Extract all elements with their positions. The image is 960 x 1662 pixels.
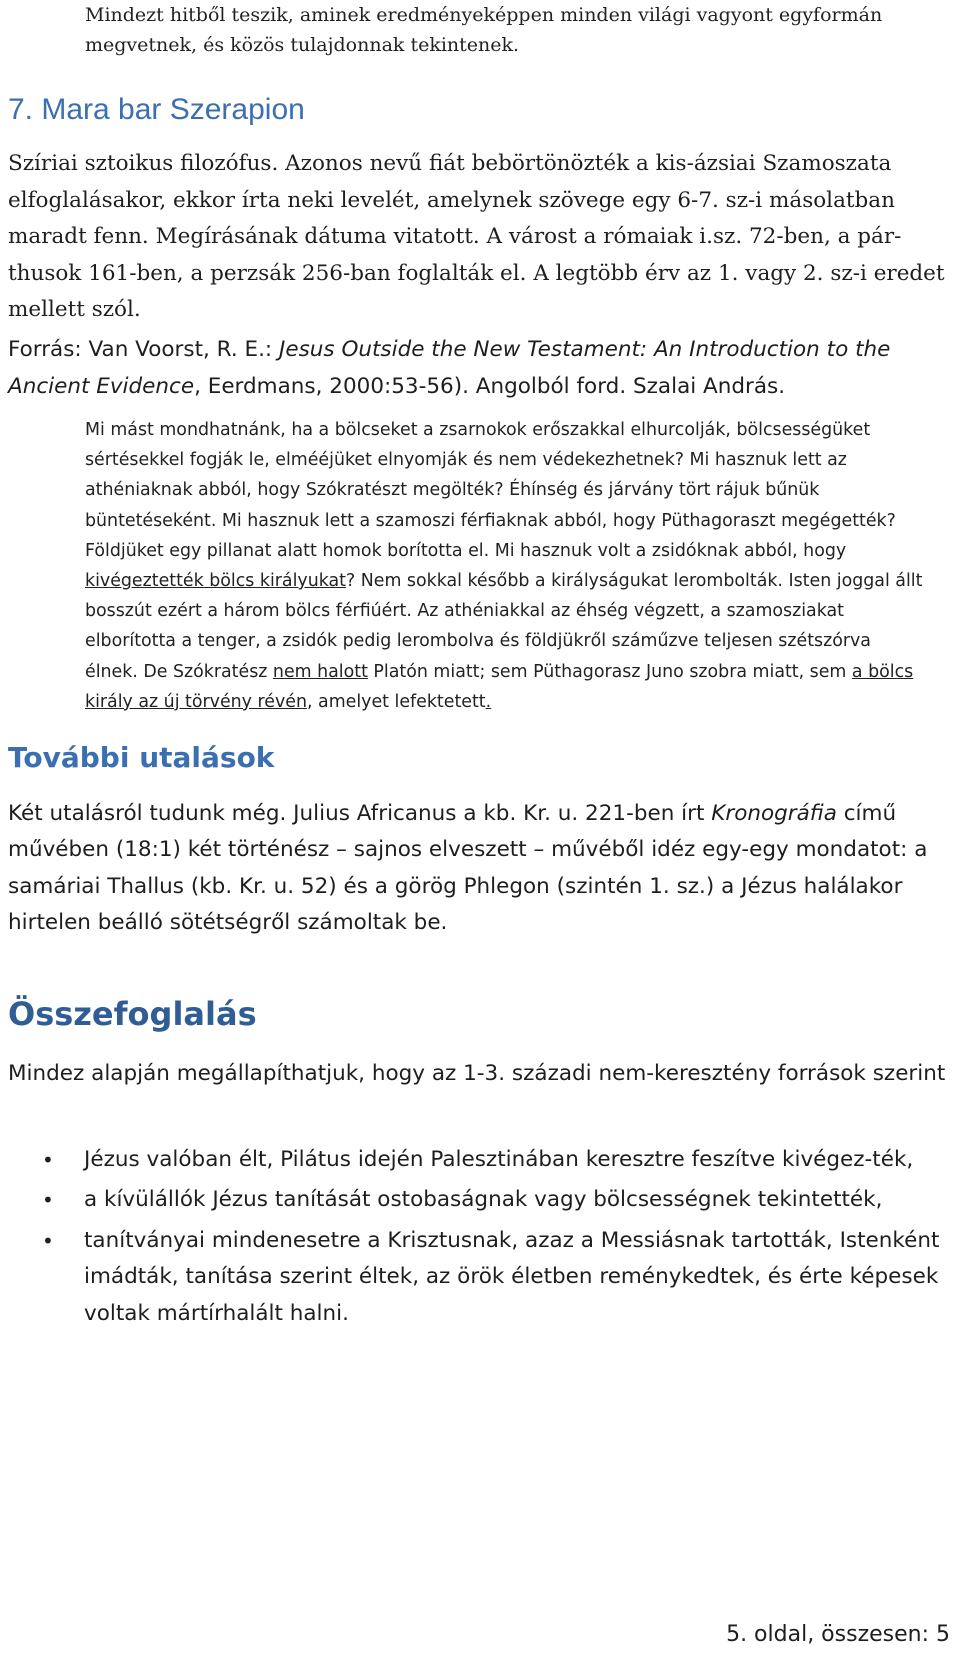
top-quote-line-2: megvetnek, és közös tulajdonnak tekintenek.: [85, 34, 520, 56]
quote-text-4: , amelyet lefektetett: [306, 691, 486, 712]
summary-list: [8, 1142, 948, 1336]
bullet-icon: •: [42, 1228, 54, 1253]
list-item-text: Jézus valóban élt, Pilátus idején Palesztinában keresztre feszítve kivégez-ték,: [84, 1147, 914, 1172]
page-number-footer: 5. oldal, összesen: 5: [726, 1622, 950, 1647]
source-title: Jesus Outside the New Testament: An Introduction to the Ancient Evidence: [8, 337, 891, 399]
source-suffix: , Eerdmans, 2000:53-56). Angolból ford. Szalai András.: [194, 373, 786, 399]
quote-text-2: ? Nem sokkal később a királyságukat lerombolták. Isten joggal állt bosszút ezért a három bölcs férfiúért. Az athéniakkal az éhség végzett, a szamosziakat elborította a tenger, a zsidók pedig lerombolva és földjükről száműzve teljesen szétszórva élnek. De Szókratész: [85, 571, 923, 682]
top-quote-line-1: Mindezt hitből teszik, aminek eredményeképpen minden világi vagyont egyformán: [85, 4, 883, 26]
quote-underline-3: a bölcs király az új törvény révén: [85, 661, 914, 712]
list-item: [8, 1142, 948, 1178]
quote-text-1: Mi mást mondhatnánk, ha a bölcseket a zsarnokok erőszakkal elhurcolják, bölcsességüket sértésekkel fogják le, elmééjüket elnyomják és nem védekezhetnek? Mi hasznuk lett az athéniaknak abból, hogy Szókratészt megölték? Éhínség és járvány tört rájuk bűnük büntetéseként. Mi hasznuk lett a szamoszi férfiaknak abból, hogy Püthagoraszt megégették? Földjüket egy pillanat alatt homok borította el. Mi hasznuk volt a zsidóknak abból, hogy: [85, 420, 896, 561]
tovabbi-paragraph: [8, 796, 948, 942]
source-prefix: Forrás: Van Voorst, R. E.:: [8, 337, 280, 362]
summary-intro: Mindez alapján megállapíthatjuk, hogy az 1-3. századi nem-keresztény források szerint: [8, 1061, 946, 1086]
bullet-icon: •: [42, 1148, 54, 1172]
bullet-icon: •: [42, 1188, 54, 1213]
work-title: Kronográfia: [711, 801, 837, 826]
tovabbi-text-1: Két utalásról tudunk még. Julius Africanus a kb. Kr. u. 221-ben írt: [8, 801, 712, 826]
mara-letter-quote: [85, 415, 925, 717]
section-heading-summary: Összefoglalás: [8, 995, 257, 1033]
list-item: [8, 1182, 948, 1218]
top-quote-fragment: [85, 0, 925, 60]
section-heading-mara: 7. Mara bar Szerapion: [8, 93, 305, 126]
quote-text-3: Platón miatt; sem Püthagorasz Juno szobra miatt, sem: [367, 661, 852, 682]
quote-underline-2: nem halott: [272, 661, 368, 682]
list-item: [8, 1223, 948, 1332]
quote-end: .: [485, 691, 492, 712]
quote-underline-1: kivégeztették bölcs királyukat: [85, 571, 346, 592]
source-citation: [8, 332, 948, 405]
mara-paragraph: Szíriai sztoikus filozófus. Azonos nevű fiát bebörtönözték a kis-ázsiai Szamoszata elfoglalásakor, ekkor írta neki levelét, amelynek szövege egy 6-7. sz-i másolatban maradt fenn. Megírásának dátuma vitatott. A várost a rómaiak i.sz. 72-ben, a pár-thusok 161-ben, a perzsák 256-ban foglalták el. A legtöbb érv az 1. vagy 2. sz-i eredet mellett szól.: [8, 151, 945, 322]
section-heading-tovabbi: További utalások: [8, 741, 275, 774]
list-item-text: a kívülállók Jézus tanítását ostobaságnak vagy bölcsességnek tekintették,: [84, 1187, 883, 1213]
tovabbi-text-2: című művében (18:1) két történész – sajnos elveszett – művéből idéz egy-egy mondatot: a samáriai Thallus (kb. Kr. u. 52) és a görög Phlegon (szintén 1. sz.) a Jézus halálakor hirtelen beálló sötétségről számoltak be.: [8, 801, 928, 936]
list-item-text: tanítványai mindenesetre a Krisztusnak, azaz a Messiásnak tartották, Istenként imádták, tanítása szerint éltek, az örök életben reménykedtek, és érte képesek voltak mártírhalált halni.: [84, 1227, 940, 1326]
